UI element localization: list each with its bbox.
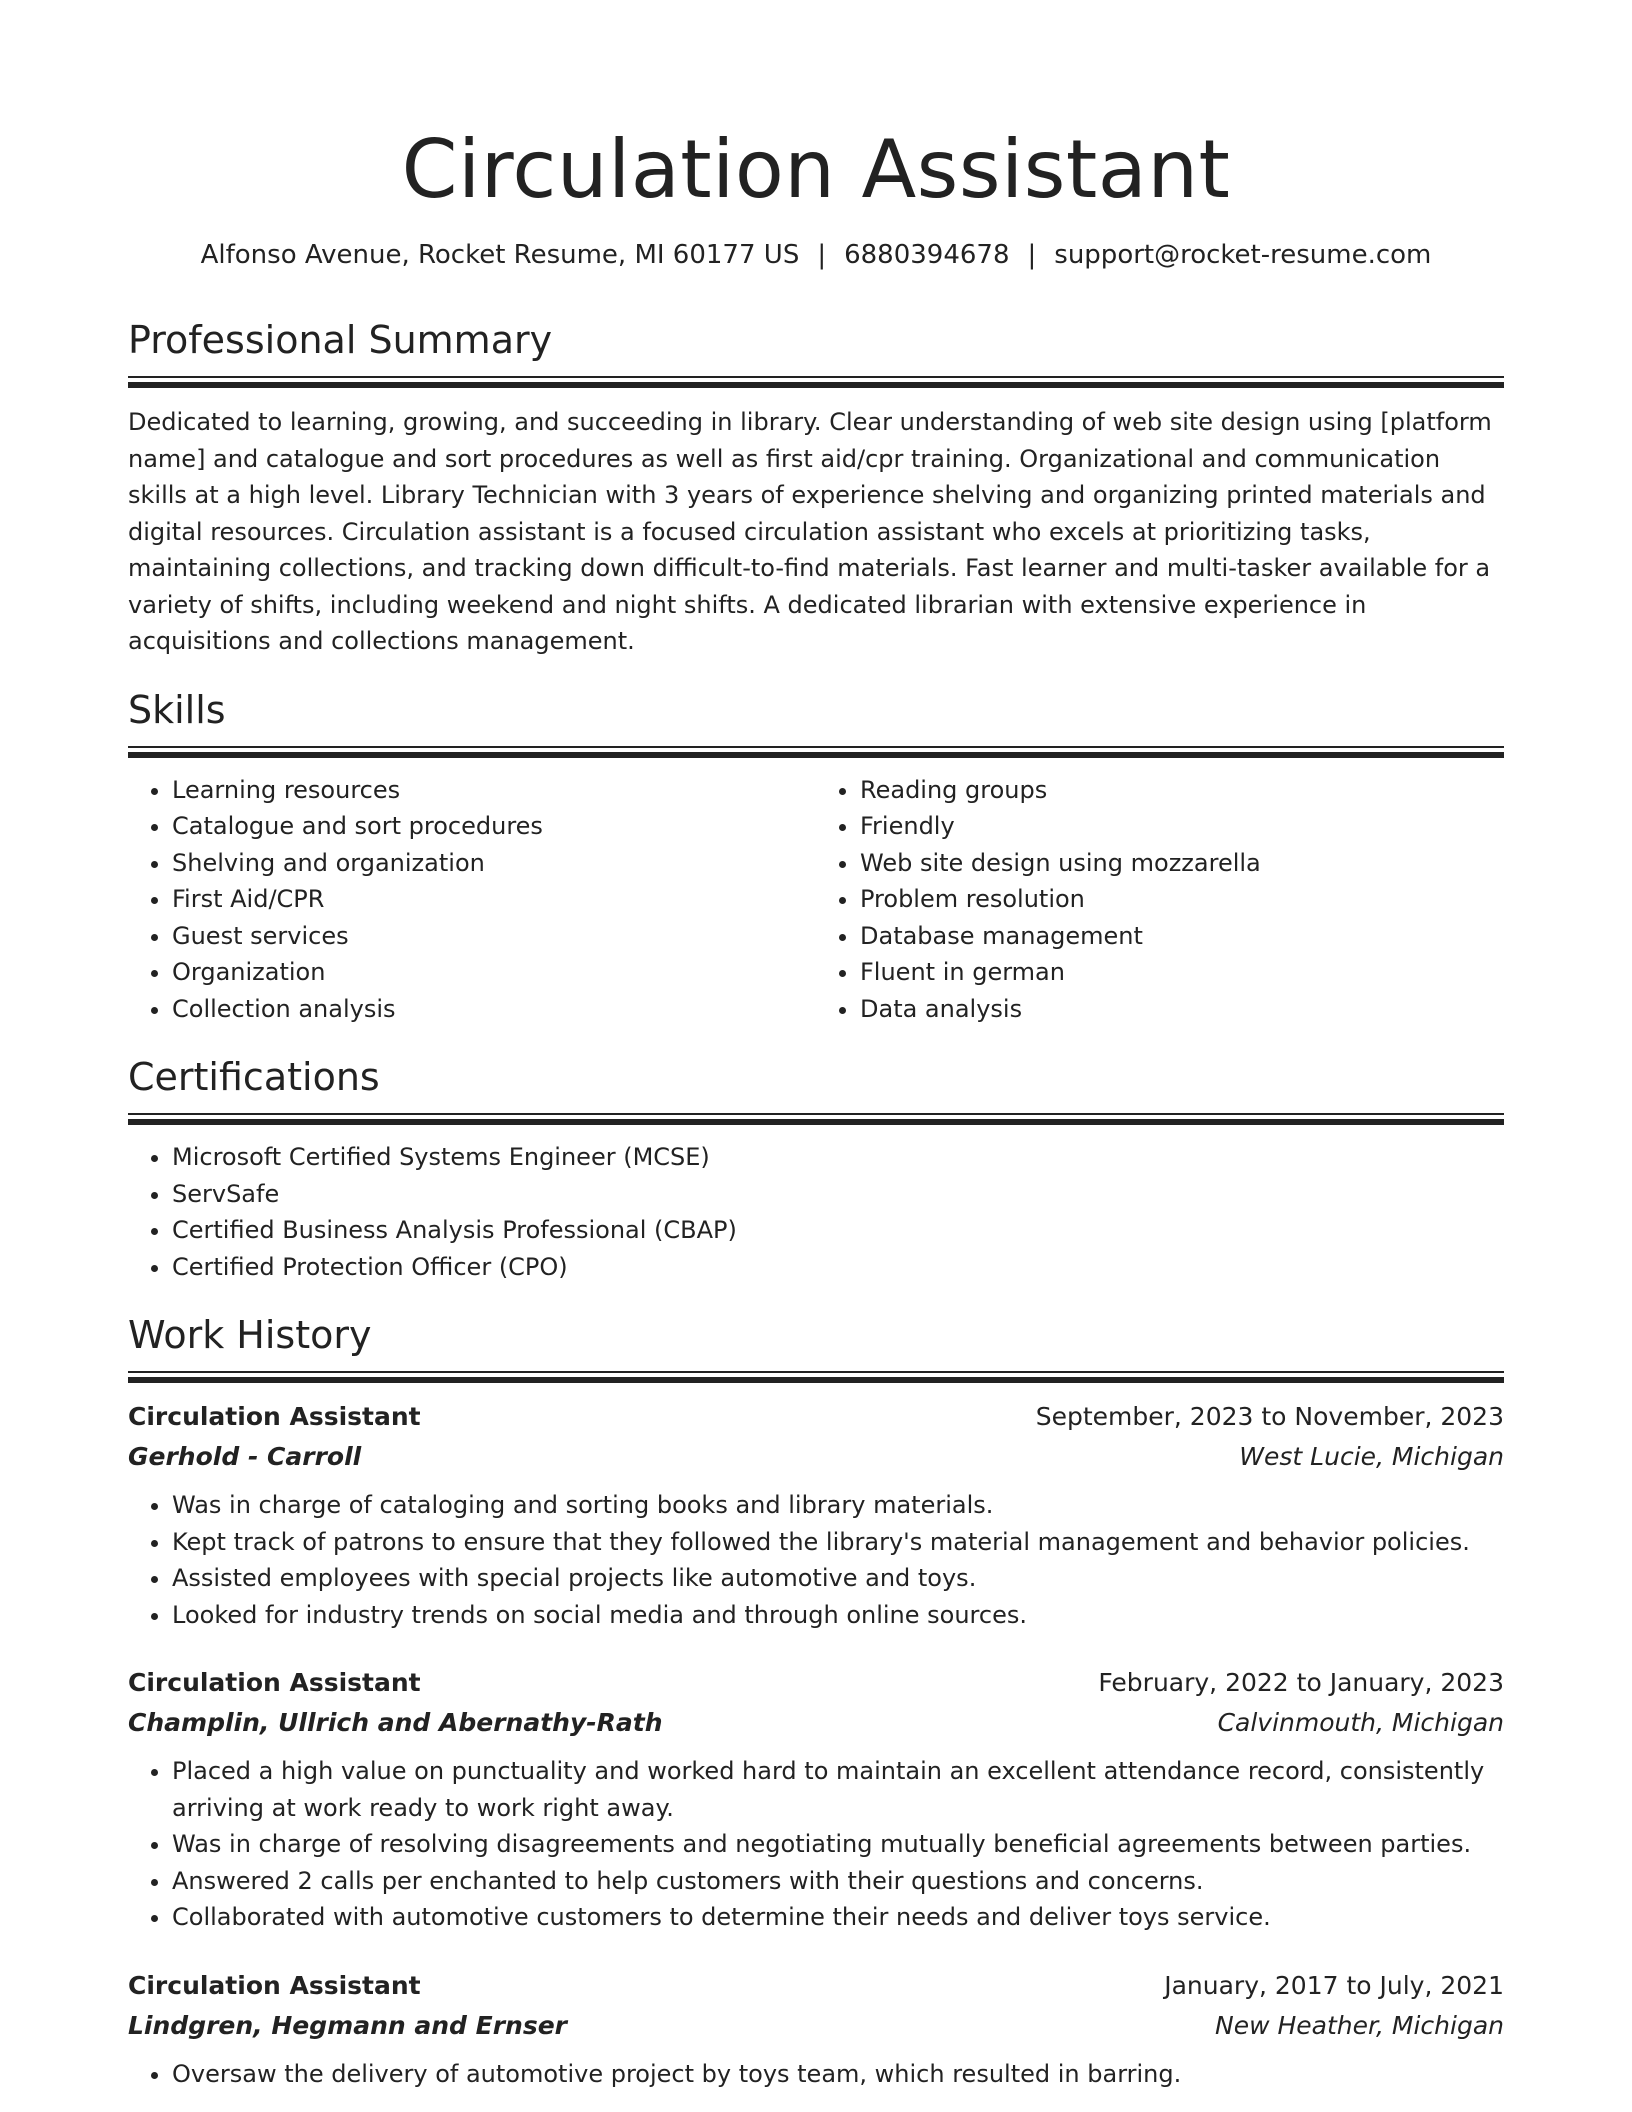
contact-line (128, 238, 1504, 272)
job-entry (128, 1663, 1504, 1936)
section-heading-summary: Professional Summary (128, 318, 553, 362)
skills-columns (128, 772, 1504, 1028)
skill-item: • Organization (172, 954, 816, 991)
resume-title: Circulation Assistant (401, 123, 1231, 216)
resume-page (128, 120, 1504, 2092)
section-divider (128, 376, 1504, 388)
job-dates: January, 2017 to July, 2021 (1164, 1970, 1504, 2000)
job-dates: September, 2023 to November, 2023 (1035, 1402, 1504, 1431)
skills-list-right (816, 772, 1504, 1028)
job-company-row (128, 2006, 1504, 2046)
certification-item: • Certified Protection Officer (CPO) (172, 1249, 1504, 1286)
certifications-section (128, 1053, 1504, 1285)
section-divider (128, 1371, 1504, 1383)
certifications-list (128, 1139, 1504, 1285)
job-company: Lindgren, Hegmann and Ernser (128, 2010, 568, 2040)
skill-item: • Fluent in german (860, 954, 1504, 991)
job-bullet: • Was in charge of resolving disagreements and negotiating mutually beneficial agreements between parties. (172, 1826, 1504, 1863)
job-bullet: • Looked for industry trends on social media and through online sources. (172, 1597, 1504, 1634)
job-title: Circulation Assistant (128, 1668, 421, 1697)
job-bullets (128, 1487, 1504, 1633)
job-bullet: • Was in charge of cataloging and sorting books and library materials. (172, 1487, 1504, 1524)
job-company-row (128, 1703, 1504, 1743)
skill-item: • Friendly (860, 808, 1504, 845)
job-bullet: • Oversaw the delivery of automotive project by toys team, which resulted in barring. (172, 2056, 1504, 2093)
job-company: Champlin, Ullrich and Abernathy-Rath (128, 1708, 663, 1737)
skills-list-left (128, 772, 816, 1028)
skill-item: • Reading groups (860, 772, 1504, 809)
skill-item: • Learning resources (172, 772, 816, 809)
skill-item: • Problem resolution (860, 881, 1504, 918)
skill-item: • Web site design using mozzarella (860, 845, 1504, 882)
contact-separator: | (817, 240, 827, 270)
skill-item: • Catalogue and sort procedures (172, 808, 816, 845)
job-entry (128, 1397, 1504, 1633)
job-location: Calvinmouth, Michigan (1217, 1708, 1504, 1737)
job-company-row (128, 1437, 1504, 1477)
section-divider (128, 1113, 1504, 1125)
job-bullets (128, 1753, 1504, 1936)
job-header-row (128, 1966, 1504, 2006)
job-header-row (128, 1397, 1504, 1437)
skill-item: • First Aid/CPR (172, 881, 816, 918)
job-bullet: • Answered 2 calls per enchanted to help customers with their questions and concerns. (172, 1863, 1504, 1900)
skill-item: • Shelving and organization (172, 845, 816, 882)
contact-phone: 6880394678 (844, 240, 1010, 270)
section-divider (128, 746, 1504, 758)
summary-section (128, 316, 1504, 660)
job-bullets (128, 2056, 1504, 2093)
job-bullet: • Placed a high value on punctuality and worked hard to maintain an excellent attendance record, consistently arriving at work ready to work right away. (172, 1753, 1504, 1826)
certification-item: • Microsoft Certified Systems Engineer (MCSE) (172, 1139, 1504, 1176)
summary-text: Dedicated to learning, growing, and succeeding in library. Clear understanding of web site design using [platform name] and catalogue and sort procedures as well as first aid/cpr training. Organizational and communication skills at a high level. Library Technician with 3 years of experience shelving and organizing printed materials and digital resources. Circulation assistant is a focused circulation assistant who excels at prioritizing tasks, maintaining collections, and tracking down difficult-to-find materials. Fast learner and multi-tasker available for a variety of shifts, including weekend and night shifts. A dedicated librarian with extensive experience in acquisitions and collections management. (128, 408, 1492, 655)
skill-item: • Collection analysis (172, 991, 816, 1028)
section-heading-certifications: Certifications (128, 1055, 380, 1099)
contact-separator: | (1027, 240, 1037, 270)
job-dates: February, 2022 to January, 2023 (1098, 1668, 1504, 1697)
skill-item: • Database management (860, 918, 1504, 955)
certification-item: • ServSafe (172, 1176, 1504, 1213)
section-heading-work-history: Work History (128, 1313, 372, 1357)
job-company: Gerhold - Carroll (128, 1442, 362, 1471)
job-location: New Heather, Michigan (1215, 2010, 1504, 2040)
job-location: West Lucie, Michigan (1239, 1442, 1504, 1471)
skill-item: • Data analysis (860, 991, 1504, 1028)
contact-email: support@rocket-resume.com (1054, 240, 1432, 270)
skills-section (128, 686, 1504, 1028)
job-bullet: • Kept track of patrons to ensure that they followed the library's material management and behavior policies. (172, 1524, 1504, 1561)
job-title: Circulation Assistant (128, 1402, 421, 1431)
contact-address: Alfonso Avenue, Rocket Resume, MI 60177 US (200, 240, 800, 270)
certification-item: • Certified Business Analysis Professional (CBAP) (172, 1212, 1504, 1249)
work-history-section (128, 1311, 1504, 2092)
job-header-row (128, 1663, 1504, 1703)
job-bullet: • Assisted employees with special projects like automotive and toys. (172, 1560, 1504, 1597)
section-heading-skills: Skills (128, 687, 226, 732)
job-title: Circulation Assistant (128, 1970, 421, 2000)
job-entry (128, 1966, 1504, 2093)
job-bullet: • Collaborated with automotive customers to determine their needs and deliver toys service. (172, 1899, 1504, 1936)
skill-item: • Guest services (172, 918, 816, 955)
